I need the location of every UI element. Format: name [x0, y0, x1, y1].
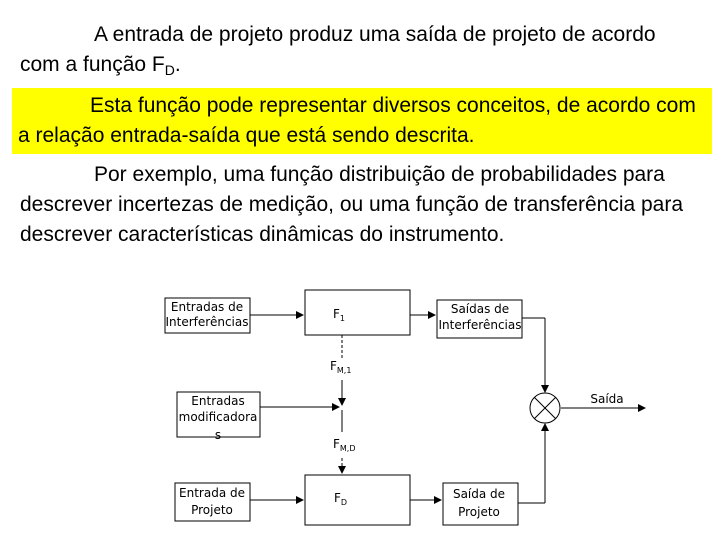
intro-period: . [174, 53, 181, 76]
label-saida-projeto-2: Projeto [458, 505, 500, 519]
box-fd [305, 475, 410, 525]
label-saida: Saída [590, 392, 624, 406]
label-entradas-modificadoras-2: modificadora [178, 410, 258, 424]
label-entradas-modificadoras-1: Entradas [191, 394, 245, 408]
label-entrada-projeto-2: Projeto [191, 503, 233, 517]
summing-junction [530, 393, 560, 423]
intro-text: A entrada de projeto produz uma saída de projeto de acordo com a função F [20, 23, 656, 76]
label-fmd: $F_{M,D}$ [333, 437, 356, 453]
label-entradas-interferencias-1: Entradas de [170, 300, 244, 314]
example-text: Por exemplo, uma função distribuição de probabilidades para descrever incertezas de medição, ou uma função de transferência para descrever características dinâmicas do instrumento. [20, 163, 684, 246]
intro-subscript: D [164, 62, 175, 78]
label-fd: $F_D$ [334, 491, 348, 507]
label-entradas-interferencias-2: Interferências [165, 315, 249, 329]
highlighted-text: Esta função pode representar diversos conceitos, de acordo com a relação entrada-saída que está sendo descrita. [18, 94, 696, 147]
label-entradas-modificadoras-3: s [214, 428, 222, 442]
box-f1 [305, 290, 410, 335]
label-saida-projeto-1: Saída de [452, 487, 506, 501]
label-saidas-interferencias-2: Interferências [438, 318, 522, 332]
label-saidas-interferencias-1: Saídas de [450, 302, 510, 316]
label-f1: $F_1$ [333, 307, 345, 323]
label-entrada-projeto-1: Entrada de [179, 486, 245, 500]
label-fm1: $F_{M,1}$ [330, 359, 352, 375]
